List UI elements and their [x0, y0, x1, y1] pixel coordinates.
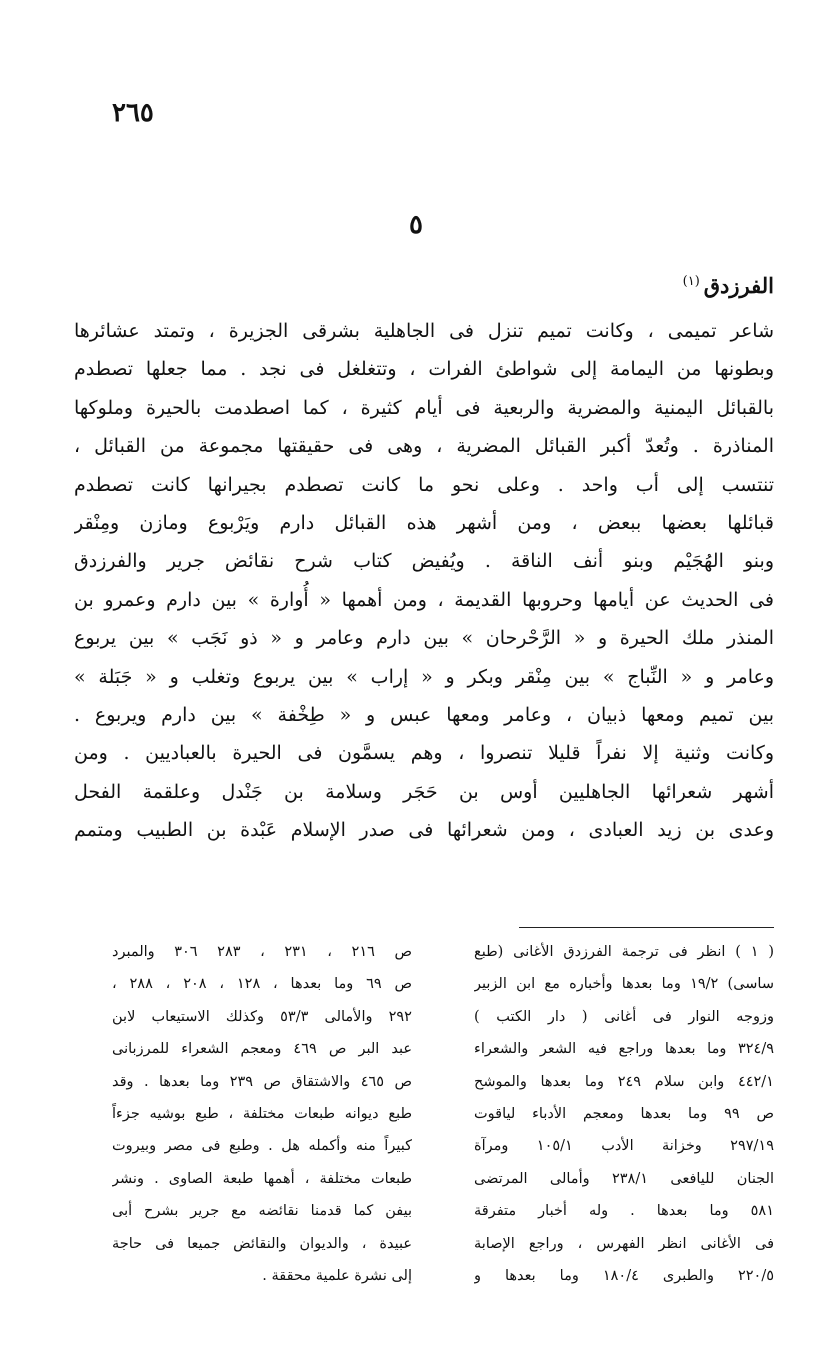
body-line: وعامر و « النِّباج » بين مِنْقر وبكر و « إراب » بين يربوع وتغلب و « جَبَلة »	[74, 665, 774, 688]
footnote-reference: (١)	[682, 274, 700, 289]
footnote-line: ص ٢١٦ ، ٢٣١ ، ٢٨٣ ٣٠٦ والمبرد	[112, 944, 412, 960]
footnote-divider	[519, 927, 774, 928]
footnote-line: ٣٢٤/٩ وما بعدها وراجع فيه الشعر والشعراء	[474, 1041, 774, 1058]
footnote-line: طبعات مختلفة ، أهمها طبعة الصاوى . ونشر	[112, 1170, 412, 1187]
entry-title	[683, 273, 774, 298]
body-line: فى الحديث عن أيامها وحروبها القديمة ، ومن أهمها « أُوارة » بين دارم وعمرو بن	[74, 588, 774, 611]
body-line: بين تميم ومعها ذبيان ، وعامر ومعها عبس و « طِخْفة » بين دارم ويربوع .	[74, 703, 774, 726]
entry-title-text: الفرزدق	[703, 273, 774, 298]
body-line: بالقبائل اليمنية والمضرية والربعية فى أيام كثيرة ، كما اصطدمت بالحيرة وملوكها	[74, 396, 774, 419]
footnote-line: ٤٤٢/١ وابن سلام ٢٤٩ وما بعدها والموشح	[474, 1073, 774, 1090]
body-line: وبطونها من اليمامة إلى شواطئ الفرات ، وتتغلغل فى نجد . مما جعلها تصطدم	[74, 358, 774, 381]
footnote-line: عبد البر ص ٤٦٩ ومعجم الشعراء للمرزبانى	[112, 1041, 412, 1058]
body-line: أشهر شعرائها الجاهليين أوس بن حَجَر وسلامة بن جَنْدل وعلقمة الفحل	[74, 780, 774, 803]
footnote-line: ٢٢٠/٥ والطبرى ١٨٠/٤ وما بعدها و	[474, 1267, 774, 1284]
footnote-line: ساسى) ١٩/٢ وما بعدها وأخباره مع ابن الزبير	[474, 976, 774, 993]
footnote-column-right	[474, 936, 774, 1292]
body-line: تنتسب إلى أب واحد . وعلى نحو ما كانت تصطدم بجيرانها كانت تصطدم	[74, 473, 774, 496]
footnote-line: بيفن كما قدمنا نقائضه مع جرير بشرح أبى	[112, 1203, 412, 1220]
body-line: وبنو الهُجَيْم وبنو أنف الناقة . ويُفيض كتاب شرح نقائض جرير والفرزدق	[74, 550, 774, 573]
footnote-line: ( ١ ) انظر فى ترجمة الفرزدق الأغانى (طبع	[474, 944, 774, 960]
footnote-line: طبع ديوانه طبعات مختلفة ، طبع بوشيه جزءاً	[112, 1105, 412, 1122]
footnote-line: كبيراً منه وأكمله هل . وطبع فى مصر وبيروت	[112, 1138, 412, 1155]
body-line: وكانت وثنية إلا نفراً قليلا تنصروا ، وهم يسمَّون فى الحيرة بالعباديين . ومن	[74, 742, 774, 765]
footnote-line: ٢٩٢ والأمالى ٥٣/٣ وكذلك الاستيعاب لابن	[112, 1008, 412, 1025]
footnote-line: ص ٩٩ وما بعدها ومعجم الأدباء لياقوت	[474, 1105, 774, 1122]
body-line: شاعر تميمى ، وكانت تميم تنزل فى الجاهلية بشرقى الجزيرة ، وتمتد عشائرها	[74, 320, 774, 342]
body-text	[74, 312, 774, 849]
footnote-line: وزوجه النوار فى أغانى ( دار الكتب )	[474, 1008, 774, 1025]
footnote-line: الجنان لليافعى ٢٣٨/١ وأمالى المرتضى	[474, 1170, 774, 1187]
footnote-line: ٥٨١ وما بعدها . وله أخبار متفرقة	[474, 1203, 774, 1220]
body-line: المناذرة . وتُعدّ أكبر القبائل المضرية ، وهى فى حقيقتها مجموعة من القبائل ،	[74, 435, 774, 458]
body-line: قبائلها بعضها ببعض ، ومن أشهر هذه القبائل دارم ويَرْبوع ومازن ومِنْقر	[74, 511, 774, 534]
footnote-line: إلى نشرة علمية محققة .	[262, 1267, 412, 1284]
footnote-line: ص ٦٩ وما بعدها ، ١٢٨ ، ٢٠٨ ، ٢٨٨ ،	[112, 976, 412, 993]
footnote-line: عبيدة ، والديوان والنقائض جميعا فى حاجة	[112, 1235, 412, 1252]
footnote-line: ص ٤٦٥ والاشتقاق ص ٢٣٩ وما بعدها . وقد	[112, 1073, 412, 1090]
footnote-column-left	[112, 936, 412, 1292]
footnote-line: فى الأغانى انظر الفهرس ، وراجع الإصابة	[474, 1235, 774, 1252]
body-line: المنذر ملك الحيرة و « الرَّحْرحان » بين دارم وعامر و « ذو نَجَب » بين يربوع	[74, 627, 774, 650]
section-number: ٥	[409, 210, 423, 240]
page-number: ٢٦٥	[112, 98, 154, 128]
footnote-line: ٢٩٧/١٩ وخزانة الأدب ١٠٥/١ ومرآة	[474, 1138, 774, 1155]
body-line: وعدى بن زيد العبادى ، ومن شعرائها فى صدر الإسلام عَبْدة بن الطبيب ومتمم	[74, 819, 774, 842]
